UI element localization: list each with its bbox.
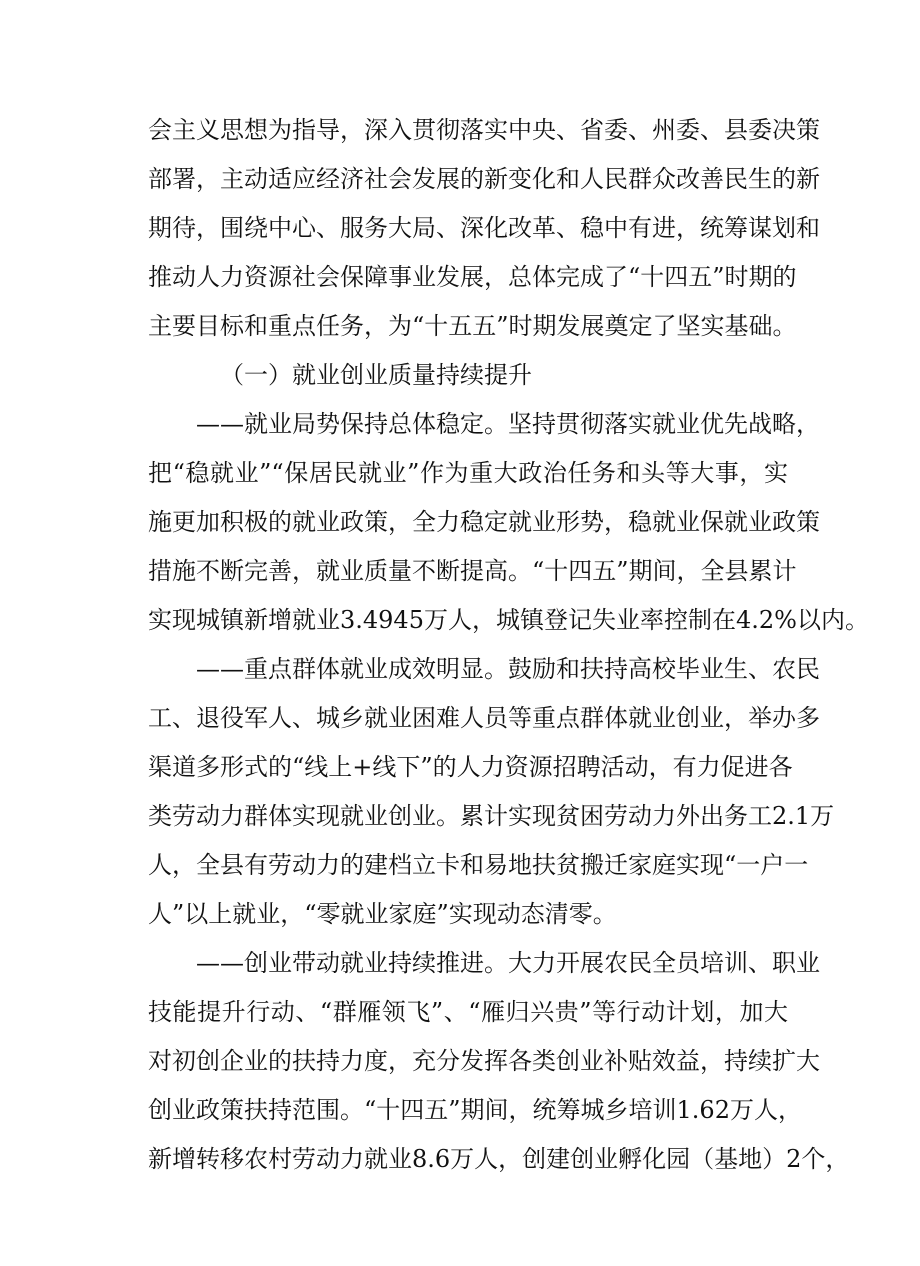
paragraph-line: 期待，围绕中心、服务大局、深化改革、稳中有进，统筹谋划和	[148, 214, 820, 242]
paragraph-line: 把“稳就业”“保居民就业”作为重大政治任务和头等大事，实	[148, 459, 788, 487]
paragraph-line: 技能提升行动、“群雁领飞”、“雁归兴贵”等行动计划，加大	[148, 998, 788, 1026]
paragraph-line: 部署，主动适应经济社会发展的新变化和人民群众改善民生的新	[148, 165, 820, 193]
paragraph-line: 人，全县有劳动力的建档立卡和易地扶贫搬迁家庭实现“一户一	[148, 851, 809, 879]
section-heading: （一）就业创业质量持续提升	[220, 361, 532, 389]
paragraph-line: 对初创企业的扶持力度，充分发挥各类创业补贴效益，持续扩大	[148, 1047, 820, 1075]
paragraph-line: ——就业局势保持总体稳定。坚持贯彻落实就业优先战略，	[196, 410, 820, 438]
paragraph-line: 推动人力资源社会保障事业发展，总体完成了“十四五”时期的	[148, 263, 797, 291]
paragraph-line: 人”以上就业，“零就业家庭”实现动态清零。	[148, 900, 617, 928]
paragraph-line: 主要目标和重点任务，为“十五五”时期发展奠定了坚实基础。	[148, 312, 797, 340]
paragraph-line: 渠道多形式的“线上+线下”的人力资源招聘活动，有力促进各	[148, 753, 793, 781]
paragraph-line: 会主义思想为指导，深入贯彻落实中央、省委、州委、县委决策	[148, 116, 820, 144]
paragraph-line: ——重点群体就业成效明显。鼓励和扶持高校毕业生、农民	[196, 655, 820, 683]
paragraph-line: 创业政策扶持范围。“十四五”期间，统筹城乡培训1.62万人，	[148, 1096, 802, 1124]
paragraph-line: 类劳动力群体实现就业创业。累计实现贫困劳动力外出务工2.1万	[148, 802, 835, 830]
paragraph-line: 措施不断完善，就业质量不断提高。“十四五”期间，全县累计	[148, 557, 797, 585]
paragraph-line: 施更加积极的就业政策，全力稳定就业形势，稳就业保就业政策	[148, 508, 820, 536]
paragraph-line: ——创业带动就业持续推进。大力开展农民全员培训、职业	[196, 949, 820, 977]
paragraph-line: 工、退役军人、城乡就业困难人员等重点群体就业创业，举办多	[148, 704, 820, 732]
paragraph-line: 实现城镇新增就业3.4945万人，城镇登记失业率控制在4.2%以内。	[148, 606, 869, 634]
paragraph-line: 新增转移农村劳动力就业8.6万人，创建创业孵化园（基地）2个，	[148, 1145, 850, 1173]
